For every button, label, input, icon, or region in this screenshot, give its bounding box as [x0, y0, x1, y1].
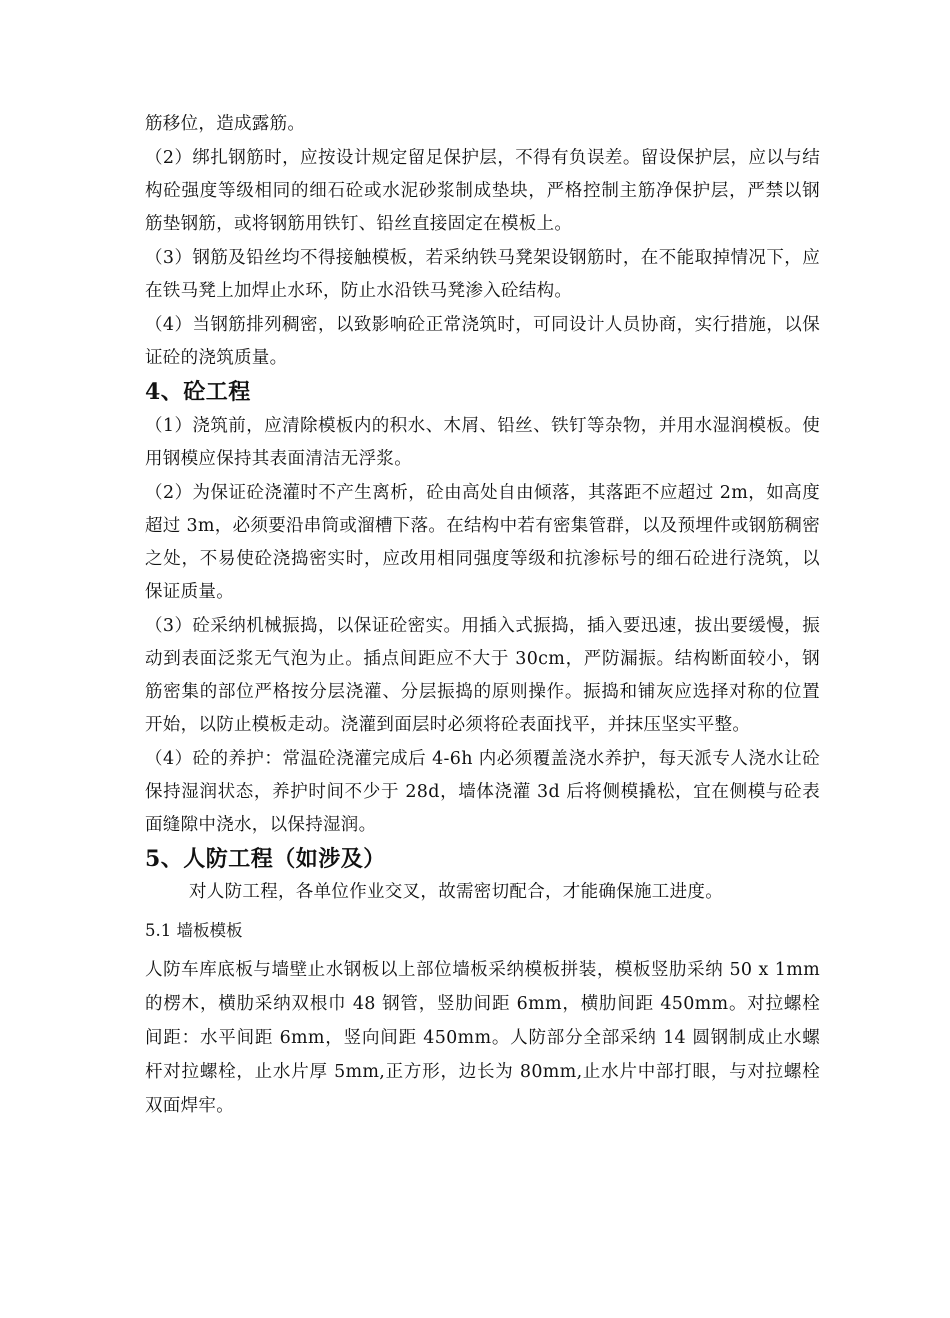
paragraph-rebar-wire: （3）钢筋及铅丝均不得接触模板，若采纳铁马凳架设钢筋时，在不能取掉情况下，应在铁马凳上加焊止水环，防止水沿铁马凳渗入砼结构。: [145, 248, 820, 301]
paragraph-concrete-cleaning: （1）浇筑前，应清除模板内的积水、木屑、铅丝、铁钉等杂物，并用水湿润模板。使用钢模应保持其表面清洁无浮浆。: [145, 416, 820, 469]
paragraph-rebar-displacement: 筋移位，造成露筋。: [145, 114, 306, 134]
section-heading-civil-defense: 5、人防工程（如涉及）: [145, 846, 386, 872]
paragraph-rebar-dense: （4）当钢筋排列稠密，以致影响砼正常浇筑时，可同设计人员协商，实行措施，以保证砼的浇筑质量。: [145, 315, 820, 368]
document-body: [145, 108, 820, 1123]
section-heading-concrete: 4、砼工程: [145, 379, 251, 405]
paragraph-concrete-curing: （4）砼的养护：常温砼浇灌完成后 4-6h 内必须覆盖浇水养护，每天派专人浇水让砼保持湿润状态，养护时间不少于 28d，墙体浇灌 3d 后将侧模撬松，宜在侧模与砼表面缝隙中浇水，以保持湿润。: [145, 749, 820, 835]
paragraph-concrete-vibration: （3）砼采纳机械振捣，以保证砼密实。用插入式振捣，插入要迅速，拔出要缓慢，振动到表面泛浆无气泡为止。插点间距应不大于 30cm，严防漏振。结构断面较小，钢筋密集的部位严格按分层浇灌、分层振捣的原则操作。振捣和铺灰应选择对称的位置开始，以防止模板走动。浇灌到面层时必须将砼表面找平，并抹压坚实平整。: [145, 616, 820, 735]
paragraph-concrete-pouring: （2）为保证砼浇灌时不产生离析，砼由高处自由倾落，其落距不应超过 2m，如高度超过 3m，必须要沿串筒或溜槽下落。在结构中若有密集管群，以及预埋件或钢筋稠密之处，不易使砼浇捣密实时，应改用相同强度等级和抗渗标号的细石砼进行浇筑，以保证质量。: [145, 483, 820, 602]
paragraph-wall-formwork: 人防车库底板与墙壁止水钢板以上部位墙板采纳模板拼装，模板竖肋采纳 50 x 1mm 的楞木，横肋采纳双根巾 48 钢管，竖肋间距 6mm，横肋间距 450mm。对拉螺栓间距：水平间距 6mm，竖向间距 450mm。人防部分全部采纳 14 圆钢制成止水螺杆对拉螺栓，止水片厚 5mm,正方形，边长为 80mm,止水片中部打眼，与对拉螺栓双面焊牢。: [145, 960, 820, 1116]
subsection-heading-wall-formwork: 5.1 墙板模板: [145, 921, 243, 940]
paragraph-civil-defense-coordination: 对人防工程，各单位作业交叉，故需密切配合，才能确保施工进度。: [189, 882, 723, 902]
paragraph-rebar-cover: （2）绑扎钢筋时，应按设计规定留足保护层，不得有负误差。留设保护层，应以与结构砼强度等级相同的细石砼或水泥砂浆制成垫块，严格控制主筋净保护层，严禁以钢筋垫钢筋，或将钢筋用铁钉、铅丝直接固定在模板上。: [145, 148, 820, 234]
